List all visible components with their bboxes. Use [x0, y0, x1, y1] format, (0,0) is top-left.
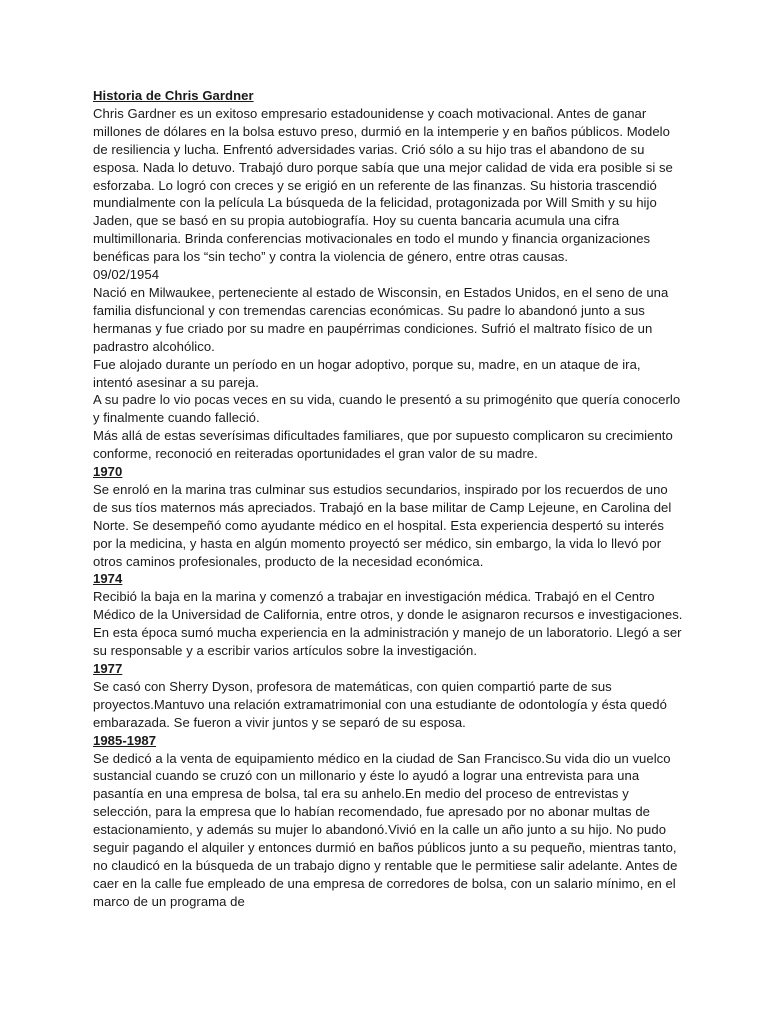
early-life-paragraph: Nació en Milwaukee, perteneciente al estado de Wisconsin, en Estados Unidos, en el seno de una familia disfuncional y con tremendas carencias económicas. Su padre lo abandonó junto a sus hermanas y fue criado por su madre en paupérrimas condiciones. Sufrió el maltrato físico de un padrastro alcohólico. [93, 284, 669, 354]
year-heading: 1985-1987 [93, 732, 157, 748]
timeline-paragraph: Se casó con Sherry Dyson, profesora de matemáticas, con quien compartió parte de sus proyectos.Mantuvo una relación extramatrimonial con una estudiante de odontología y ésta quedó embarazada. Se fueron a vivir juntos y se separó de su esposa. [93, 678, 667, 730]
timeline-paragraph: Se enroló en la marina tras culminar sus estudios secundarios, inspirado por los recuerdos de uno de sus tíos maternos más apreciados. Trabajó en la base militar de Camp Lejeune, en Carolina del Norte. Se desempeñó como ayudante médico en el hospital. Esta experiencia despertó su interés por la medicina, y hasta en algún momento proyectó ser médico, sin embargo, la vida lo llevó por otros caminos profesionales, producto de la necesidad económica. [93, 481, 672, 569]
intro-paragraph: Chris Gardner es un exitoso empresario estadounidense y coach motivacional. Antes de ganar millones de dólares en la bolsa estuvo preso, durmió en la intemperie y en baños públicos. Modelo de resiliencia y lucha. Enfrentó adversidades varias. Crió sólo a su hijo tras el abandono de su esposa. Nada lo detuvo. Trabajó duro porque sabía que una mejor calidad de vida era posible si se esforzaba. Lo logró con creces y se erigió en un referente de las finanzas. Su historia trascendió mundialmente con la película La búsqueda de la felicidad, protagonizada por Will Smith y su hijo Jaden, que se basó en su propia autobiografía. Hoy su cuenta bancaria acumula una cifra multimillonaria. Brinda conferencias motivacionales en todo el mundo y financia organizaciones benéficas para los “sin techo” y contra la violencia de género, entre otras causas. [93, 105, 673, 265]
timeline-paragraph: Se dedicó a la venta de equipamiento médico en la ciudad de San Francisco.Su vida dio un vuelco sustancial cuando se cruzó con un millonario y éste lo ayudó a lograr una entrevista para una pasantía en una empresa de bolsa, tal era su anhelo.En medio del proceso de entrevistas y selección, para la empresa que lo habían recomendado, fue apresado por no abonar multas de estacionamiento, y además su mujer lo abandonó.Vivió en la calle un año junto a su hijo. No pudo seguir pagando el alquiler y entonces durmió en baños públicos junto a su pequeño, mientras tanto, no claudicó en la búsqueda de un trabajo digno y rentable que le permitiese salir adelante. Antes de caer en la calle fue empleado de una empresa de corredores de bolsa, con un salario mínimo, en el marco de un programa de [93, 750, 678, 909]
timeline-paragraph: Recibió la baja en la marina y comenzó a trabajar en investigación médica. Trabajó en el Centro Médico de la Universidad de California, entre otros, y donde le asignaron recursos e investigaciones. En esta época sumó mucha experiencia en la administración y manejo de un laboratorio. Llegó a ser su responsable y a escribir varios artículos sobre la investigación. [93, 589, 683, 659]
early-life-paragraph: A su padre lo vio pocas veces en su vida, cuando le presentó a su primogénito que quería conocerlo y finalmente cuando falleció. [93, 392, 681, 426]
year-heading: 1970 [93, 464, 123, 480]
birth-date: 09/02/1954 [93, 267, 160, 283]
document-page [93, 87, 683, 911]
early-life-paragraph: Más allá de estas severísimas dificultades familiares, que por supuesto complicaron su crecimiento conforme, reconoció en reiteradas oportunidades el gran valor de su madre. [93, 428, 673, 462]
year-heading: 1977 [93, 661, 123, 676]
year-heading: 1974 [93, 571, 123, 587]
document-title: Historia de Chris Gardner [93, 88, 254, 103]
early-life-paragraph: Fue alojado durante un período en un hogar adoptivo, porque su, madre, en un ataque de ira, intentó asesinar a su pareja. [93, 356, 641, 390]
